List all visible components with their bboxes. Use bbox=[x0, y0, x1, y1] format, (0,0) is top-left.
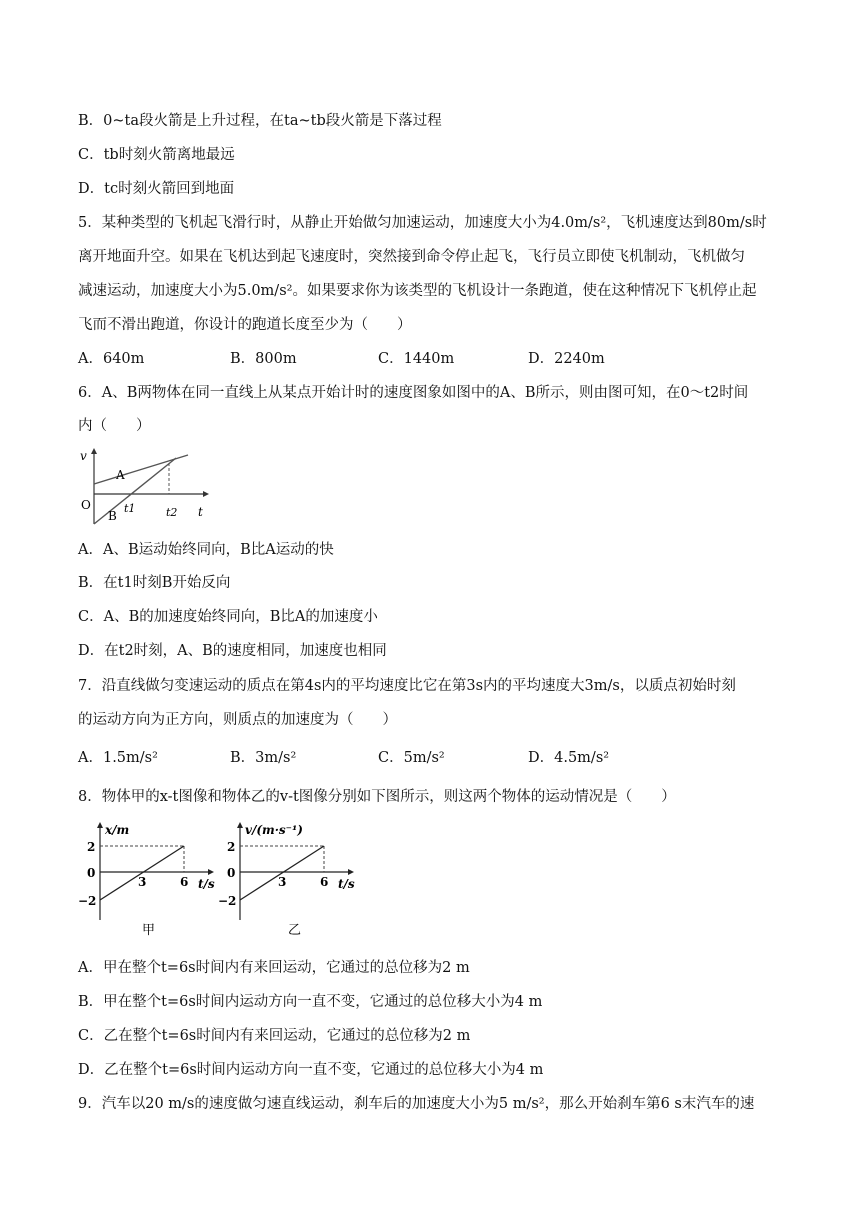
q5-text-line-4: 飞而不滑出跑道，你设计的跑道长度至少为（ ） bbox=[78, 317, 412, 333]
q6-label-a: A bbox=[116, 468, 125, 482]
q5-text-line-1: 5．某种类型的飞机起飞滑行时，从静止开始做匀加速运动，加速度大小为4.0m/s²，飞机速度达到80m/s时 bbox=[78, 215, 767, 231]
q8-option-a: A．甲在整个t=6s时间内有来回运动，它通过的总位移为2 m bbox=[78, 960, 470, 976]
q5-text-line-2: 离开地面升空。如果在飞机达到起飞速度时，突然接到命令停止起飞，飞行员立即使飞机制动，飞机做匀 bbox=[78, 249, 745, 265]
q6-option-d: D．在t2时刻，A、B的速度相同，加速度也相同 bbox=[78, 643, 387, 659]
q4-option-d: D．tc时刻火箭回到地面 bbox=[78, 181, 235, 197]
q8-xt-ylabel: x/m bbox=[105, 823, 130, 837]
q5-option-a: A．640m bbox=[78, 351, 145, 367]
q8-xt-tick-y-neg2: −2 bbox=[78, 894, 97, 908]
q8-xt-tick-y-2: 2 bbox=[87, 840, 96, 854]
q4-option-b: B．0~ta段火箭是上升过程，在ta~tb段火箭是下落过程 bbox=[78, 113, 442, 129]
q8-vt-tick-x-6: 6 bbox=[320, 875, 329, 889]
q9-text-line-1: 9．汽车以20 m/s的速度做匀速直线运动，刹车后的加速度大小为5 m/s²，那么开始刹车第6 s末汽车的速 bbox=[78, 1096, 755, 1112]
q6-label-b: B bbox=[108, 509, 117, 523]
q6-axis-t-label: t bbox=[198, 505, 203, 519]
q8-xt-line bbox=[100, 846, 184, 900]
q5-text-line-3: 减速运动，加速度大小为5.0m/s²。如果要求你为该类型的飞机设计一条跑道，使在这种情况下飞机停止起 bbox=[78, 283, 757, 299]
q8-vt-ylabel: v/(m·s⁻¹) bbox=[245, 823, 303, 837]
q8-vt-xlabel: t/s bbox=[338, 877, 355, 891]
q8-vt-tick-y-2: 2 bbox=[227, 840, 236, 854]
q6-origin-label: O bbox=[81, 498, 91, 512]
q8-xt-caption: 甲 bbox=[142, 923, 156, 938]
q8-text-line-1: 8．物体甲的x-t图像和物体乙的v-t图像分别如下图所示，则这两个物体的运动情况是（ ） bbox=[78, 789, 676, 805]
q8-option-b: B．甲在整个t=6s时间内运动方向一直不变，它通过的总位移大小为4 m bbox=[78, 994, 543, 1010]
q8-option-d: D．乙在整个t=6s时间内运动方向一直不变，它通过的总位移大小为4 m bbox=[78, 1062, 544, 1078]
q6-option-a: A．A、B运动始终同向，B比A运动的快 bbox=[78, 542, 334, 558]
q8-xt-xlabel: t/s bbox=[198, 877, 215, 891]
q7-option-c: C．5m/s² bbox=[378, 750, 445, 766]
q7-text-line-1: 7．沿直线做匀变速运动的质点在第4s内的平均速度比它在第3s内的平均速度大3m/s，以质点初始时刻 bbox=[78, 678, 736, 694]
q6-t2-label: t2 bbox=[166, 506, 178, 519]
q6-text-line-1: 6．A、B两物体在同一直线上从某点开始计时的速度图象如图中的A、B所示，则由图可知，在0～t2时间 bbox=[78, 385, 749, 401]
q8-vt-line bbox=[240, 846, 324, 900]
q5-option-c: C．1440m bbox=[378, 351, 455, 367]
q5-option-d: D．2240m bbox=[528, 351, 605, 367]
q7-option-b: B．3m/s² bbox=[230, 750, 297, 766]
q8-vt-tick-y-neg2: −2 bbox=[218, 894, 237, 908]
q8-vt-tick-y-0: 0 bbox=[227, 866, 236, 880]
q7-option-d: D．4.5m/s² bbox=[528, 750, 610, 766]
q8-xt-tick-y-0: 0 bbox=[87, 866, 96, 880]
q8-vt-caption: 乙 bbox=[288, 923, 302, 938]
q6-t1-label: t1 bbox=[124, 502, 136, 515]
q6-velocity-graph bbox=[78, 446, 213, 526]
q6-option-c: C．A、B的加速度始终同向，B比A的加速度小 bbox=[78, 609, 378, 625]
q8-xt-tick-x-6: 6 bbox=[180, 875, 189, 889]
q4-option-c: C．tb时刻火箭离地最远 bbox=[78, 147, 235, 163]
q7-text-line-2: 的运动方向为正方向，则质点的加速度为（ ） bbox=[78, 712, 397, 728]
q7-option-a: A．1.5m/s² bbox=[78, 750, 158, 766]
q5-option-b: B．800m bbox=[230, 351, 297, 367]
q6-text-line-2: 内（ ） bbox=[78, 418, 151, 434]
q6-option-b: B．在t1时刻B开始反向 bbox=[78, 575, 231, 591]
q8-vt-graph bbox=[218, 818, 378, 942]
q8-option-c: C．乙在整个t=6s时间内有来回运动，它通过的总位移为2 m bbox=[78, 1028, 471, 1044]
q6-axis-v-label: v bbox=[80, 449, 87, 463]
q8-vt-tick-x-3: 3 bbox=[278, 875, 287, 889]
q8-xt-graph bbox=[78, 818, 228, 942]
q8-xt-tick-x-3: 3 bbox=[138, 875, 147, 889]
